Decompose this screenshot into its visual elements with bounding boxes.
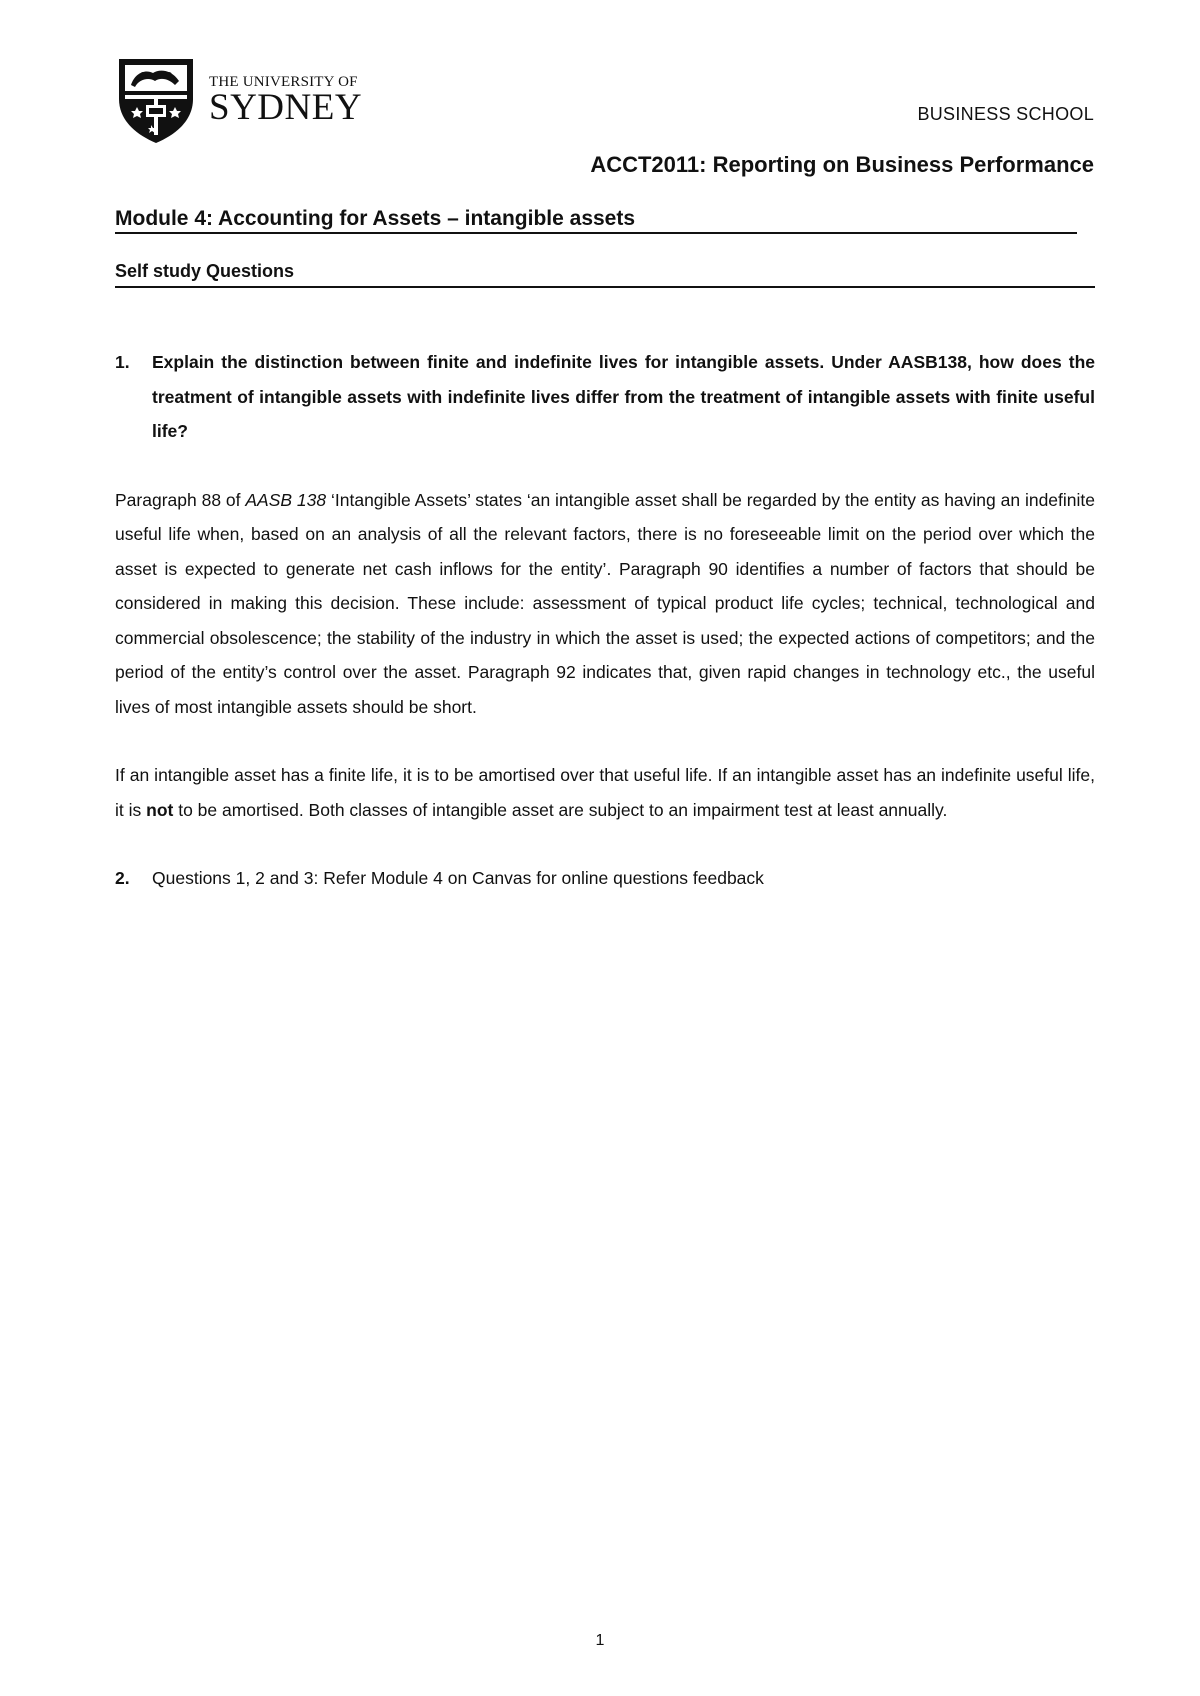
page-number: 1: [595, 1632, 605, 1649]
module-title: Module 4: Accounting for Assets – intangible assets: [115, 207, 1077, 234]
university-logo: [115, 55, 362, 145]
question-2-number: 2.: [115, 868, 130, 888]
question-1: [115, 345, 1095, 449]
question-2-text: Questions 1, 2 and 3: Refer Module 4 on Canvas for online questions feedback: [152, 868, 764, 888]
question-1-text: Explain the distinction between finite and indefinite lives for intangible assets. Under AASB138, how does the treatment of intangible assets with indefinite lives differ from the treatment of intangible assets with finite useful life?: [152, 352, 1095, 441]
answer-1-paragraph-2: [115, 758, 1095, 827]
answer-1-p1-rest: ‘Intangible Assets’ states ‘an intangible asset shall be regarded by the entity as having an indefinite useful life when, based on an analysis of all the relevant factors, there is no foreseeable limit on the period over which the asset is expected to generate net cash inflows for the entity’. Paragraph 90 identifies a number of factors that should be considered in making this decision. These include: assessment of typical product life cycles; technical, technological and commercial obsolescence; the stability of the industry in which the asset is used; the expected actions of competitors; and the period of the entity’s control over the asset. Paragraph 92 indicates that, given rapid changes in technology etc., the useful lives of most intangible assets should be short.: [115, 489, 1095, 717]
document-body: [115, 345, 1095, 896]
question-1-number: 1.: [115, 352, 130, 372]
logo-line1: THE UNIVERSITY OF: [209, 74, 358, 90]
university-wordmark: [209, 74, 362, 126]
logo-line2: SYDNEY: [209, 87, 363, 128]
school-name: BUSINESS SCHOOL: [917, 104, 1094, 124]
course-title: ACCT2011: Reporting on Business Performance: [590, 152, 1094, 177]
answer-1-p2-rest: to be amortised. Both classes of intangible asset are subject to an impairment test at least annually.: [173, 799, 948, 820]
answer-1-p2-start: If an intangible asset has a finite life, it is to be amortised over that useful life. If an intangible asset has an indefinite useful life, it is: [115, 765, 1095, 820]
answer-1-p1-start: Paragraph 88 of: [115, 489, 246, 510]
answer-1-p1-italic: AASB 138: [245, 489, 327, 510]
question-2: [115, 861, 1095, 896]
university-crest-icon: [115, 55, 197, 145]
answer-1-paragraph-1: [115, 483, 1095, 725]
section-title: Self study Questions: [115, 261, 1095, 288]
answer-1-p2-bold: not: [146, 799, 174, 820]
